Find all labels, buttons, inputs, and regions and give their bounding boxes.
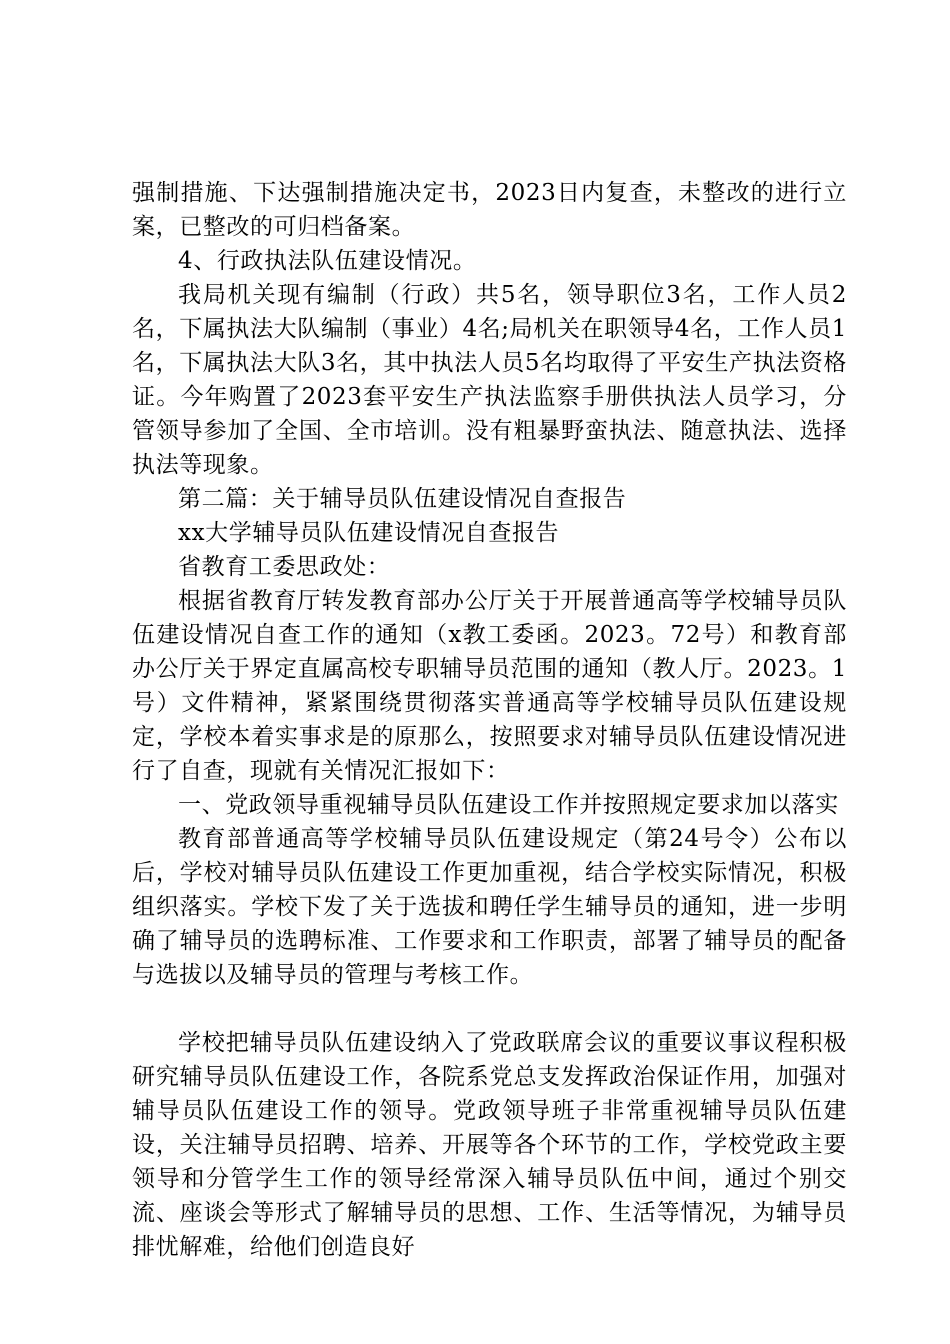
paragraph-introduction: 根据省教育厅转发教育部办公厅关于开展普通高等学校辅导员队伍建设情况自查工作的通知（x教工委函。2023。72号）和教育部办公厅关于界定直属高校专职辅导员范围的通知（教人厅。2023。1号）文件精神，紧紧围绕贯彻落实普通高等学校辅导员队伍建设规定，学校本着实事求是的原那么，按照要求对辅导员队伍建设情况进行了自查，现就有关情况汇报如下： (132, 588, 847, 784)
paragraph-report-title: xx大学辅导员队伍建设情况自查报告 (178, 520, 560, 546)
paragraph-regulation-implementation: 教育部普通高等学校辅导员队伍建设规定（第24号令）公布以后，学校对辅导员队伍建设工作更加重视，结合学校实际情况，积极组织落实。学校下发了关于选拔和聘任学生辅导员的通知，进一步明确了辅导员的选聘标准、工作要求和工作职责，部署了辅导员的配备与选拔以及辅导员的管理与考核工作。 (132, 826, 847, 988)
paragraph-section-heading-1: 一、党政领导重视辅导员队伍建设工作并按照规定要求加以落实 (178, 792, 839, 818)
paragraph-spacer (132, 992, 847, 1026)
paragraph-enforcement-measures: 强制措施、下达强制措施决定书，2023日内复查，未整改的进行立案，已整改的可归档备案。 (132, 180, 847, 240)
paragraph-addressee: 省教育工委思政处： (178, 554, 391, 580)
document-body (132, 176, 847, 1264)
paragraph-staffing: 我局机关现有编制（行政）共5名，领导职位3名，工作人员2名，下属执法大队编制（事业）4名;局机关在职领导4名，工作人员1名，下属执法大队3名，其中执法人员5名均取得了平安生产执法资格证。今年购置了2023套平安生产执法监察手册供执法人员学习，分管领导参加了全国、全市培训。没有粗暴野蛮执法、随意执法、选择执法等现象。 (132, 282, 847, 478)
paragraph-section-heading-4: 4、行政执法队伍建设情况。 (178, 248, 477, 274)
paragraph-part-two-title: 第二篇：关于辅导员队伍建设情况自查报告 (178, 486, 627, 512)
paragraph-leadership-attention: 学校把辅导员队伍建设纳入了党政联席会议的重要议事议程积极研究辅导员队伍建设工作，各院系党总支发挥政治保证作用，加强对辅导员队伍建设工作的领导。党政领导班子非常重视辅导员队伍建设，关注辅导员招聘、培养、开展等各个环节的工作，学校党政主要领导和分管学生工作的领导经常深入辅导员队伍中间，通过个别交流、座谈会等形式了解辅导员的思想、工作、生活等情况，为辅导员排忧解难，给他们创造良好 (132, 1030, 847, 1260)
